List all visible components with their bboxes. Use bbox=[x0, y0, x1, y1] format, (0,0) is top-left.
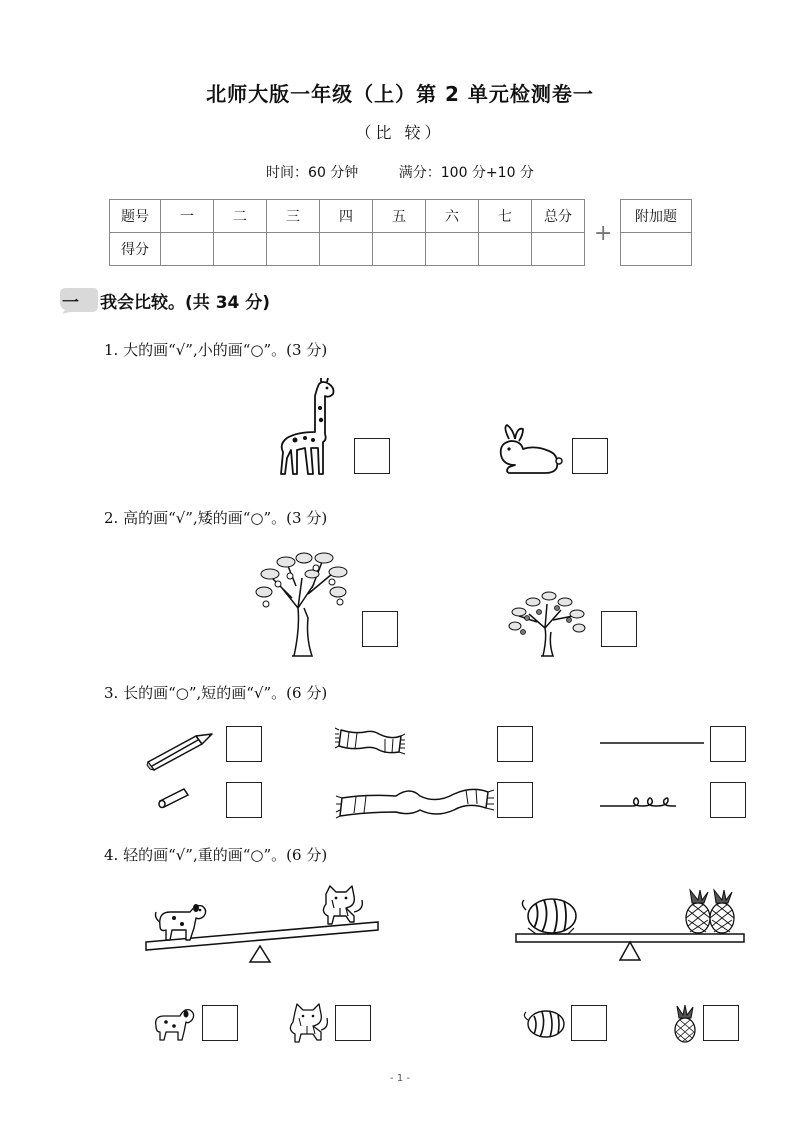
answer-box-pineapple[interactable] bbox=[703, 1005, 739, 1041]
answer-box-rabbit[interactable] bbox=[572, 438, 608, 474]
answer-box-short-pencil[interactable] bbox=[226, 782, 262, 818]
long-scarf-icon bbox=[336, 782, 494, 820]
seesaw-icon bbox=[140, 882, 382, 964]
score-table bbox=[109, 199, 585, 266]
score-cell[interactable] bbox=[373, 233, 426, 266]
cat-icon bbox=[287, 1002, 331, 1044]
answer-box-straight-line[interactable] bbox=[710, 726, 746, 762]
extra-score-table bbox=[620, 199, 692, 266]
answer-box-long-pencil[interactable] bbox=[226, 726, 262, 762]
answer-box-short-scarf[interactable] bbox=[497, 726, 533, 762]
score-table-header-row bbox=[110, 200, 585, 233]
extra-header-cell: 附加题 bbox=[621, 200, 692, 233]
score-cell[interactable] bbox=[214, 233, 267, 266]
seesaw-icon bbox=[512, 890, 748, 962]
answer-box-tall-tree[interactable] bbox=[362, 611, 398, 647]
exam-full-score: 满分：100 分+10 分 bbox=[398, 165, 534, 181]
extra-score-cell[interactable] bbox=[621, 233, 692, 266]
long-pencil-icon bbox=[144, 728, 214, 772]
score-cell[interactable] bbox=[532, 233, 585, 266]
question-1: 1. 大的画“√”,小的画“○”。(3 分) bbox=[104, 341, 328, 359]
tall-tree-icon bbox=[252, 548, 352, 658]
answer-box-short-tree[interactable] bbox=[601, 611, 637, 647]
section-title: 我会比较。(共 34 分) bbox=[100, 293, 271, 313]
straight-line-icon bbox=[598, 740, 706, 746]
short-tree-icon bbox=[507, 588, 587, 658]
answer-box-watermelon[interactable] bbox=[571, 1005, 607, 1041]
page-number: - 1 - bbox=[390, 1073, 410, 1084]
page-subtitle: （比 较） bbox=[355, 123, 445, 142]
score-table-score-row bbox=[110, 233, 585, 266]
score-cell[interactable] bbox=[426, 233, 479, 266]
curly-line-icon bbox=[598, 792, 678, 816]
score-cell[interactable] bbox=[267, 233, 320, 266]
score-cell[interactable] bbox=[479, 233, 532, 266]
answer-box-long-scarf[interactable] bbox=[497, 782, 533, 818]
exam-time: 时间：60 分钟 bbox=[266, 165, 359, 181]
giraffe-icon bbox=[275, 378, 345, 482]
question-2: 2. 高的画“√”,矮的画“○”。(3 分) bbox=[104, 509, 328, 527]
score-cell[interactable] bbox=[161, 233, 214, 266]
score-header-cell: 一 bbox=[161, 200, 214, 233]
score-cell[interactable] bbox=[320, 233, 373, 266]
answer-box-dog[interactable] bbox=[202, 1005, 238, 1041]
score-header-cell: 五 bbox=[373, 200, 426, 233]
page-title: 北师大版一年级（上）第 2 单元检测卷一 bbox=[206, 82, 594, 106]
score-header-cell: 七 bbox=[479, 200, 532, 233]
dog-icon bbox=[152, 1004, 198, 1044]
score-header-cell: 三 bbox=[267, 200, 320, 233]
short-scarf-icon bbox=[335, 724, 405, 758]
score-header-cell: 二 bbox=[214, 200, 267, 233]
pineapple-icon bbox=[670, 1004, 700, 1044]
score-header-cell: 总分 bbox=[532, 200, 585, 233]
exam-meta bbox=[0, 162, 800, 182]
question-4: 4. 轻的画“√”,重的画“○”。(6 分) bbox=[104, 846, 328, 864]
rabbit-icon bbox=[495, 425, 563, 475]
question-3: 3. 长的画“○”,短的画“√”。(6 分) bbox=[104, 684, 328, 702]
watermelon-icon bbox=[522, 899, 576, 934]
plus-sign: + bbox=[594, 221, 613, 246]
score-header-cell: 六 bbox=[426, 200, 479, 233]
watermelon-icon bbox=[518, 1006, 568, 1040]
score-header-cell: 四 bbox=[320, 200, 373, 233]
score-header-cell: 题号 bbox=[110, 200, 161, 233]
score-row-label: 得分 bbox=[110, 233, 161, 266]
answer-box-curly-line[interactable] bbox=[710, 782, 746, 818]
answer-box-cat[interactable] bbox=[335, 1005, 371, 1041]
section-badge-number: 一 bbox=[62, 293, 79, 313]
answer-box-giraffe[interactable] bbox=[354, 438, 390, 474]
short-pencil-icon bbox=[156, 785, 192, 809]
